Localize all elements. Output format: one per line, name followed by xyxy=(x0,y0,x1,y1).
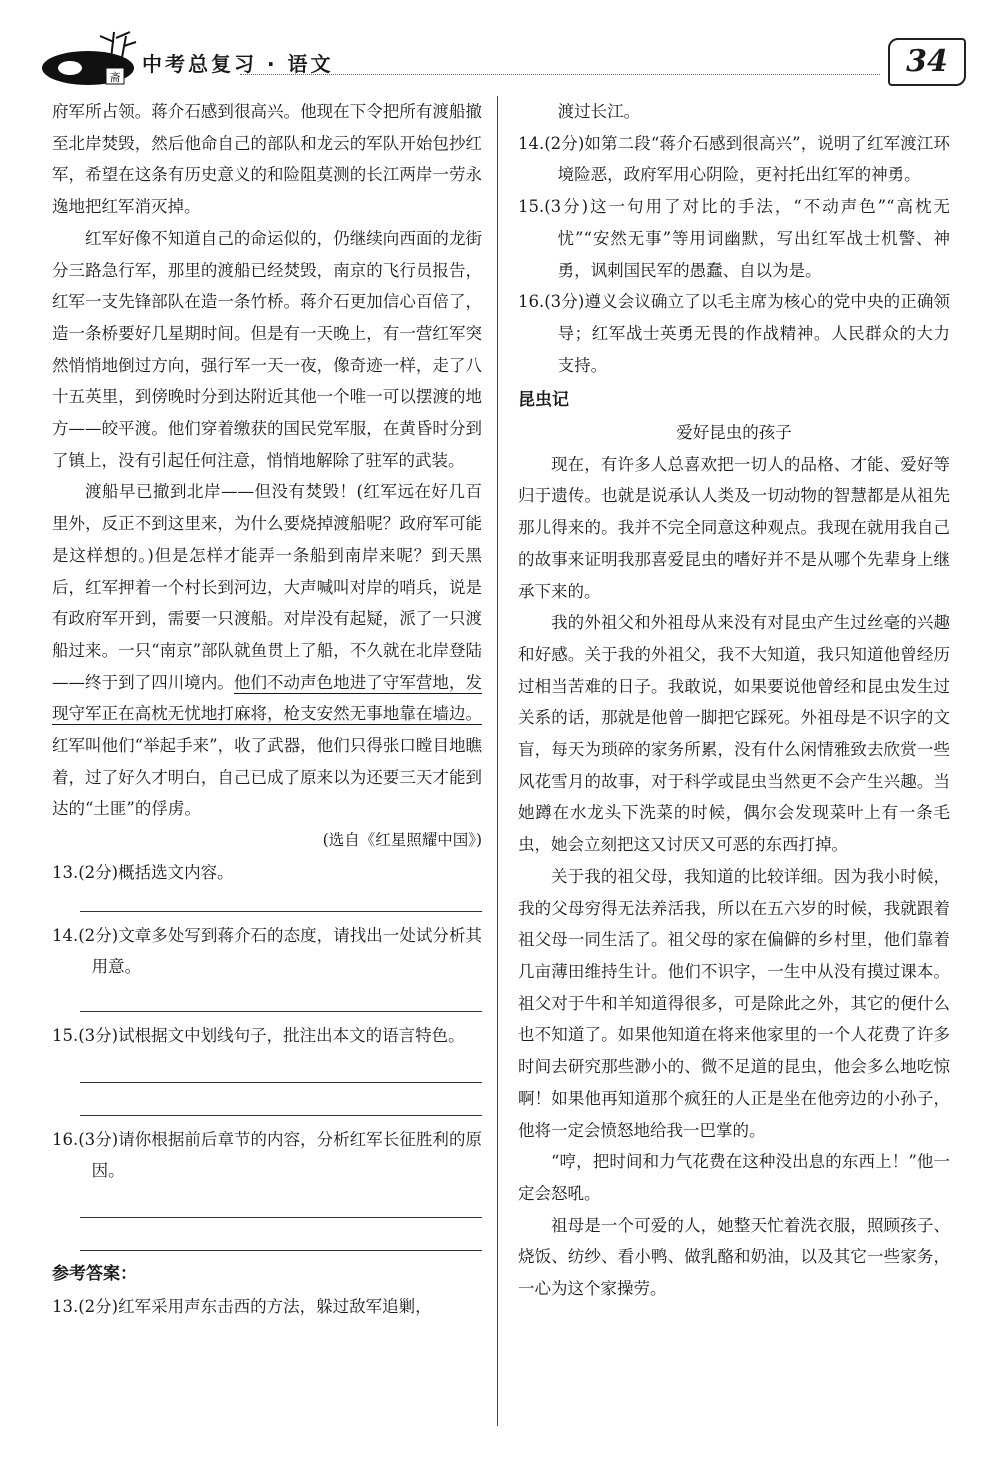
answer-16: 16.(3分)遵义会议确立了以毛主席为核心的党中央的正确领导；红军战士英勇无畏的作战精神。人民群众的大力支持。 xyxy=(518,292,950,375)
answer-line[interactable] xyxy=(80,911,482,912)
underlined-sentence: 他们不动声色地进了守军营地，发现守军正在高枕无忧地打麻将，枪支安然无事地靠在墙边。 xyxy=(52,672,483,724)
question-13: 13.(2分)概括选文内容。 xyxy=(52,862,234,882)
logo-text: 斋 xyxy=(109,71,121,84)
left-column xyxy=(52,96,482,1323)
question-14: 14.(2分)文章多处写到蒋介石的态度，请找出一处试分析其用意。 xyxy=(52,925,482,977)
answer-13-continued: 渡过长江。 xyxy=(557,102,641,121)
column-divider xyxy=(497,96,499,1426)
passage-text: 红军叫他们“举起手来”，收了武器，他们只得张口瞠目地瞧着，过了好久才明白，自己已成了原来以为还要三天才能到达的“土匪”的俘虏。 xyxy=(52,736,482,819)
book-title: 中考总复习 · 语文 xyxy=(142,52,334,76)
page-header xyxy=(0,0,1000,98)
passage-paragraph: 府军所占领。蒋介石感到很高兴。他现在下令把所有渡船撤至北岸焚毁，然后他命自己的部队和龙云的军队开始包抄红军，希望在这条有历史意义的和险阻莫测的长江两岸一劳永逸地把红军消灭掉。 xyxy=(52,102,482,217)
passage-text: 渡船早已撤到北岸——但没有焚毁！(红军远在好几百里外，反正不到这里来，为什么要烧掉渡船呢？政府军可能是这样想的。)但是怎样才能弄一条船到南岸来呢？到天黑后，红军押着一个村长到河边，大声喊叫对岸的哨兵，说是有政府军开到，需要一只渡船。对岸没有起疑，派了一只渡船过来。一只“南京”部队就鱼贯上了船，不久就在北岸登陆——终于到了四川境内。 xyxy=(52,482,482,692)
answer-line[interactable] xyxy=(80,1011,482,1012)
answer-line[interactable] xyxy=(80,1082,482,1083)
article-paragraph: 关于我的祖父母，我知道的比较详细。因为我小时候，我的父母穷得无法养活我，所以在五六岁的时候，我就跟着祖父母一同生活了。祖父母的家在偏僻的乡村里，他们靠着几亩薄田维持生计。他们不识字，一生中从没有摸过课本。祖父对于牛和羊知道得很多，可是除此之外，其它的便什么也不知道了。如果他知道在将来他家里的一个人花费了许多时间去研究那些渺小的、微不足道的昆虫，他会多么地吃惊啊！如果他再知道那个疯狂的人正是坐在他旁边的小孙子，他将一定会愤怒地给我一巴掌的。 xyxy=(518,866,950,1140)
answer-line[interactable] xyxy=(80,1250,482,1251)
passage-paragraph: 红军好像不知道自己的命运似的，仍继续向西面的龙街分三路急行军，那里的渡船已经焚毁，南京的飞行员报告，红军一支先锋部队在造一条竹桥。蒋介石更加信心百倍了，造一条桥要好几星期时间。但是有一天晚上，有一营红军突然悄悄地倒过方向，强行军一天一夜，像奇迹一样，走了八十五英里，到傍晚时分到达附近其他一个唯一可以摆渡的地方——皎平渡。他们穿着缴获的国民党军服，在黄昏时分到了镇上，没有引起任何注意，悄悄地解除了驻军的武装。 xyxy=(52,228,482,470)
bamboo-logo-icon xyxy=(40,28,140,88)
answer-line[interactable] xyxy=(80,1217,482,1218)
answers-heading: 参考答案： xyxy=(52,1264,137,1285)
answer-15: 15.(3分)这一句用了对比的手法，“不动声色”“高枕无忧”“安然无事”等用词幽默，写出红军战士机警、神勇，讽刺国民军的愚蠢、自以为是。 xyxy=(518,197,950,280)
answer-14: 14.(2分)如第二段“蒋介石感到很高兴”，说明了红军渡江环境险恶，政府军用心阴险，更衬托出红军的神勇。 xyxy=(518,133,950,185)
article-paragraph: 祖母是一个可爱的人，她整天忙着洗衣服，照顾孩子、烧饭、纺纱、看小鸭、做乳酪和奶油，以及其它一些家务，一心为这个家操劳。 xyxy=(518,1215,950,1299)
section-title: 昆虫记 xyxy=(518,390,569,411)
question-16: 16.(3分)请你根据前后章节的内容，分析红军长征胜利的原因。 xyxy=(52,1129,482,1181)
question-15: 15.(3分)试根据文中划线句子，批注出本文的语言特色。 xyxy=(52,1025,465,1045)
answer-13: 13.(2分)红军采用声东击西的方法，躲过敌军追剿， xyxy=(52,1296,432,1316)
header-rule xyxy=(240,74,880,75)
article-title: 爱好昆虫的孩子 xyxy=(676,423,792,443)
answer-line[interactable] xyxy=(80,1115,482,1116)
article-paragraph: 我的外祖父和外祖母从来没有对昆虫产生过丝毫的兴趣和好感。关于我的外祖父，我不大知道，我只知道他曾经历过相当苦难的日子。我敢说，如果要说他曾经和昆虫发生过关系的话，那就是他曾一脚把它踩死。外祖母是不识字的文盲，每天为琐碎的家务所累，没有什么闲情雅致去欣赏一些风花雪月的故事，对于科学或昆虫当然更不会产生兴趣。当她蹲在水龙头下洗菜的时候，偶尔会发现菜叶上有一条毛虫，她会立刻把这又讨厌又可恶的东西打掉。 xyxy=(518,613,950,855)
article-paragraph: “哼，把时间和力气花费在这种没出息的东西上！”他一定会怒吼。 xyxy=(518,1152,950,1203)
page-number: 34 xyxy=(888,38,966,86)
article-paragraph: 现在，有许多人总喜欢把一切人的品格、才能、爱好等归于遗传。也就是说承认人类及一切动物的智慧都是从祖先那儿得来的。我并不完全同意这种观点。我现在就用我自己的故事来证明我那喜爱昆虫的嗜好并不是从哪个先辈身上继承下来的。 xyxy=(518,454,950,601)
passage-paragraph xyxy=(52,476,482,825)
right-column xyxy=(518,96,950,1305)
source-citation: (选自《红星照耀中国》) xyxy=(322,831,482,850)
